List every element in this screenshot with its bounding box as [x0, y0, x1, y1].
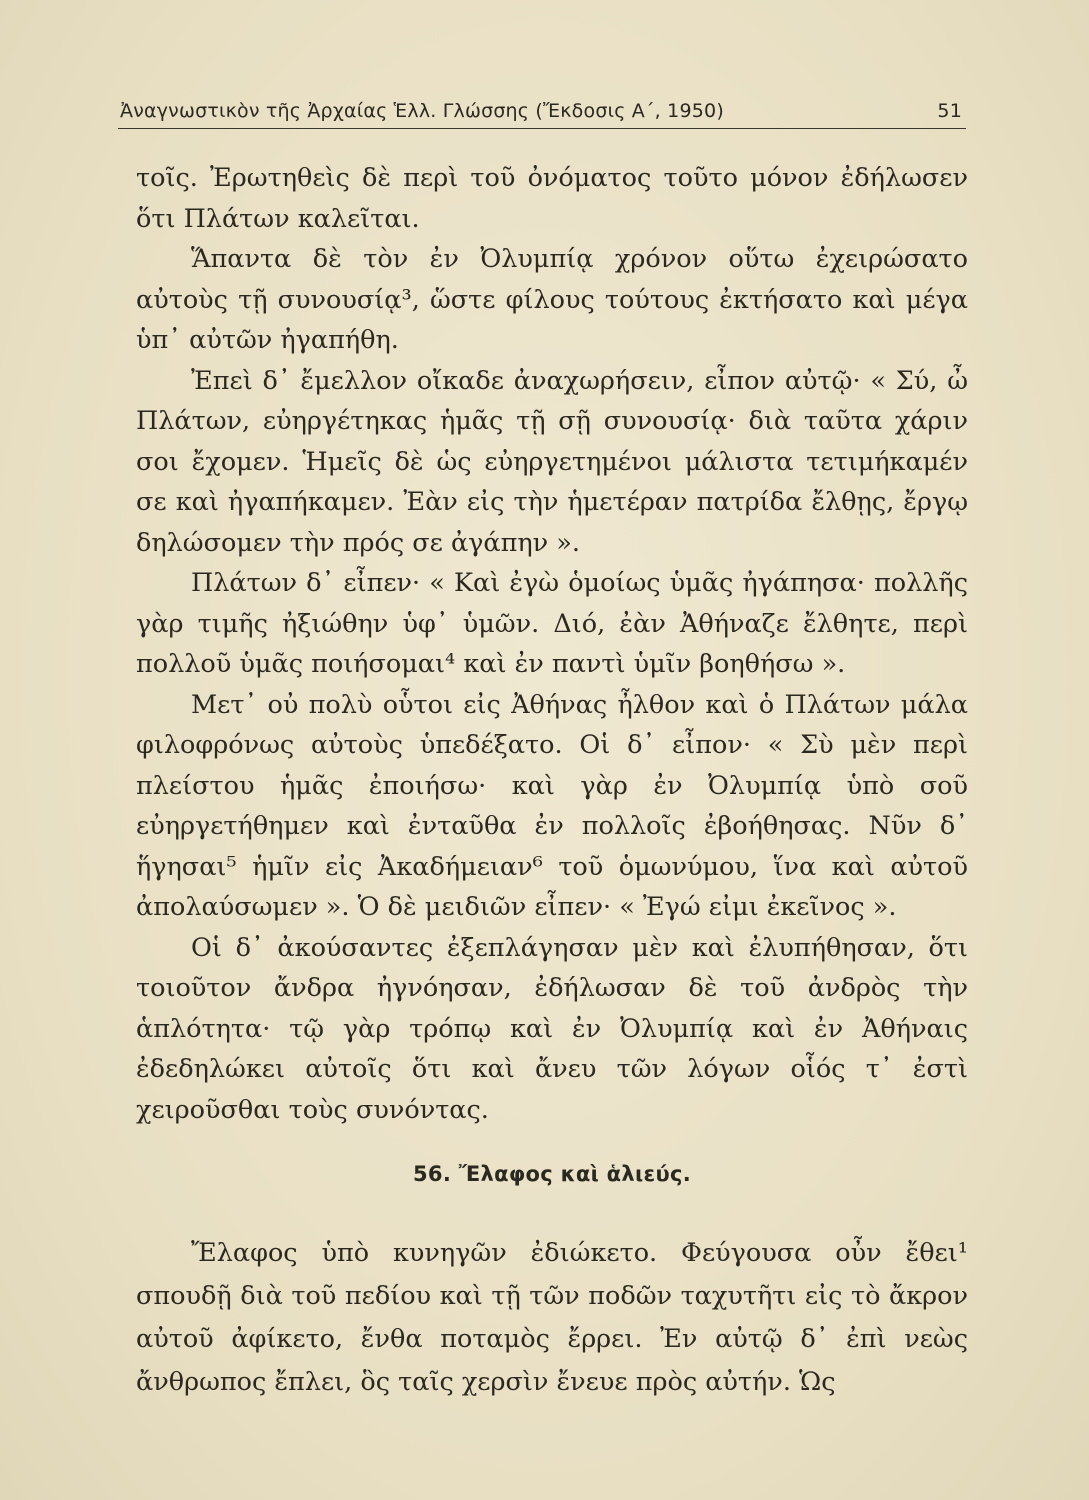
paragraph: Ἅπαντα δὲ τὸν ἐν Ὀλυμπίᾳ χρόνον οὕτω ἐχειρώσατο αὐτοὺς τῇ συνουσίᾳ³, ὥστε φίλους τούτους ἐκτήσατο καὶ μέγα ὑπ᾽ αὐτῶν ἠγαπήθη. — [136, 244, 968, 355]
paragraph: Ἐπεὶ δ᾽ ἔμελλον οἴκαδε ἀναχωρήσειν, εἶπον αὐτῷ· « Σύ, ὦ Πλάτων, εὐηργέτηκας ἡμᾶς τῇ σῇ συνουσίᾳ· διὰ ταῦτα χάριν σοι ἔχομεν. Ἡμεῖς δὲ ὡς εὐηργετημένοι μάλιστα τετιμήκαμέν σε καὶ ἠγαπήκαμεν. Ἐὰν εἰς τὴν ἡμετέραν πατρίδα ἔλθῃς, ἔργῳ δηλώσομεν τὴν πρός σε ἀγάπην ». — [136, 365, 968, 558]
paragraph: Πλάτων δ᾽ εἶπεν· « Καὶ ἐγὼ ὁμοίως ὑμᾶς ἠγάπησα· πολλῆς γὰρ τιμῆς ἠξιώθην ὑφ᾽ ὑμῶν. Διό, ἐὰν Ἀθήναζε ἔλθητε, περὶ πολλοῦ ὑμᾶς ποιήσομαι⁴ καὶ ἐν παντὶ ὑμῖν βοηθήσω ». — [136, 568, 968, 679]
paragraph: Μετ᾽ οὐ πολὺ οὗτοι εἰς Ἀθήνας ἦλθον καὶ ὁ Πλάτων μάλα φιλοφρόνως αὐτοὺς ὑπεδέξατο. Οἱ δ᾽ εἶπον· « Σὺ μὲν περὶ πλείστου ἡμᾶς ἐποιήσω· καὶ γὰρ ἐν Ὀλυμπίᾳ ὑπὸ σοῦ εὐηργετήθημεν καὶ ἐνταῦθα ἐν πολλοῖς ἐβοήθησας. Νῦν δ᾽ ἥγησαι⁵ ἡμῖν εἰς Ἀκαδήμειαν⁶ τοῦ ὁμωνύμου, ἵνα καὶ αὐτοῦ ἀπολαύσωμεν ». Ὁ δὲ μειδιῶν εἶπεν· « Ἐγώ εἰμι ἐκεῖνος ». — [136, 689, 968, 922]
running-header — [118, 98, 966, 129]
paragraph: τοῖς. Ἐρωτηθεὶς δὲ περὶ τοῦ ὀνόματος τοῦτο μόνον ἐδήλωσεν ὅτι Πλάτων καλεῖται. — [136, 163, 968, 234]
page-number: 51 — [937, 100, 962, 122]
paragraph: Οἱ δ᾽ ἀκούσαντες ἐξεπλάγησαν μὲν καὶ ἐλυπήθησαν, ὅτι τοιοῦτον ἄνδρα ἠγνόησαν, ἐδήλωσαν δὲ τοῦ ἀνδρὸς τὴν ἁπλότητα· τῷ γὰρ τρόπῳ καὶ ἐν Ὀλυμπίᾳ καὶ ἐν Ἀθήναις ἐδεδηλώκει αὐτοῖς ὅτι καὶ ἄνευ τῶν λόγων οἷός τ᾽ ἐστὶ χειροῦσθαι τοὺς συνόντας. — [136, 932, 968, 1125]
body-text — [136, 158, 968, 1130]
section-heading: 56. Ἔλαφος καὶ ἁλιεύς. — [413, 1162, 691, 1186]
running-title: Ἀναγνωστικὸν τῆς Ἀρχαίας Ἑλλ. Γλώσσης (Ἔκδοσις Α΄, 1950) — [120, 100, 724, 122]
paragraph: Ἔλαφος ὑπὸ κυνηγῶν ἐδιώκετο. Φεύγουσα οὖν ἔθει¹ σπουδῇ διὰ τοῦ πεδίου καὶ τῇ τῶν ποδῶν ταχυτῆτι εἰς τὸ ἄκρον αὐτοῦ ἀφίκετο, ἔνθα ποταμὸς ἔρρει. Ἐν αὐτῷ δ᾽ ἐπὶ νεὼς ἄνθρωπος ἔπλει, ὃς ταῖς χερσὶν ἔνευε πρὸς αὐτήν. Ὡς — [136, 1238, 968, 1397]
section-body-text — [136, 1232, 968, 1404]
